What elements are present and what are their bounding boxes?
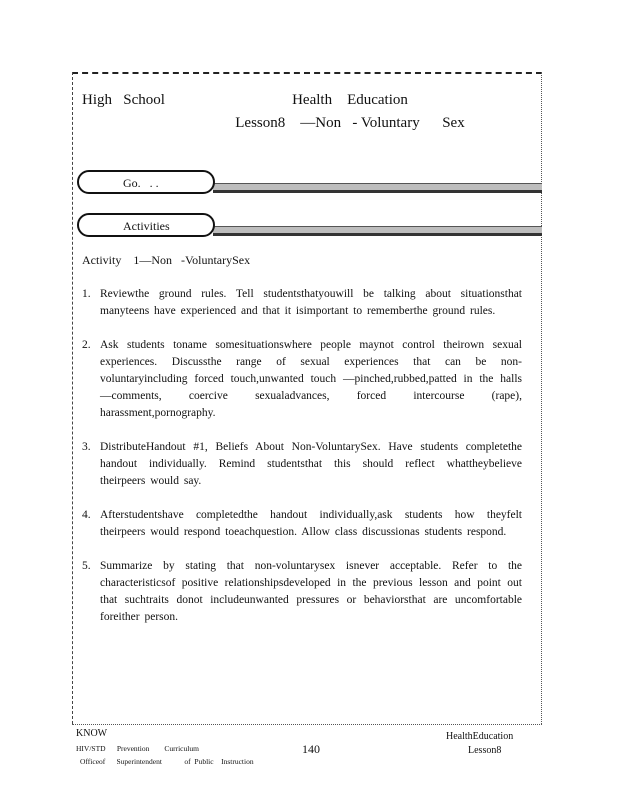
- footer-curriculum-label: HIV/STD Prevention Curriculum: [76, 744, 199, 753]
- footer-lesson-label: Lesson8: [468, 745, 502, 756]
- list-item-text: DistributeHandout #1, Beliefs About Non-VoluntarySex. Have students completethe handout individually. Remind studentsthat this should reflect whattheybelieve theirpeers would say.: [100, 441, 522, 487]
- list-item: [82, 337, 522, 422]
- go-section-label: Go. . .: [123, 176, 159, 190]
- lesson-subtitle: Lesson8 —Non - Voluntary Sex: [235, 115, 465, 131]
- footer-subject-label: HealthEducation: [446, 731, 514, 742]
- list-item: [82, 558, 522, 626]
- list-item: [82, 286, 522, 320]
- activities-section-label: Activities: [123, 219, 170, 233]
- list-item-number: 2.: [82, 339, 91, 351]
- page-number: 140: [302, 742, 320, 756]
- list-item-text: Summarize by stating that non-voluntarysex isnever acceptable. Refer to the characteristicsof positive relationshipsdeveloped in the previous lesson and point out that suchtraits donot includeunwanted pressures or behaviorsthat are uncomfortable foreither person.: [100, 560, 522, 623]
- go-section-divider: [213, 183, 542, 193]
- list-item: [82, 507, 522, 541]
- list-item-number: 3.: [82, 441, 91, 453]
- list-item-text: Ask students toname somesituationswhere people maynot control theirown sexual experiences. Discussthe range of sexual experiences that can be non-voluntaryincluding forced touch,unwanted touch —pinched,rubbed,patted in the halls —comments, coercive sexualadvances, forced intercourse (rape), harassment,pornography.: [100, 339, 522, 419]
- list-item-text: Afterstudentshave completedthe handout individually,ask students how theyfelt theirpeers would respond toeachquestion. Allow class discussionas students respond.: [100, 509, 522, 538]
- go-section-tab[interactable]: [77, 170, 215, 194]
- page-border-bottom: [72, 724, 542, 725]
- page-border-left: [72, 72, 73, 724]
- list-item-text: Reviewthe ground rules. Tell studentsthatyouwill be talking about situationsthat manyteens have experienced and that it isimportant to rememberthe ground rules.: [100, 288, 522, 317]
- page-border-right: [541, 72, 542, 724]
- footer-know-label: KNOW: [76, 728, 108, 739]
- footer-office-label: Officeof Superintendent of Public Instruction: [80, 757, 254, 766]
- page-title: Health Education: [292, 92, 408, 108]
- list-item-number: 5.: [82, 560, 91, 572]
- page-border-top: [72, 72, 542, 74]
- school-level-label: High School: [82, 92, 165, 108]
- activities-section-tab[interactable]: [77, 213, 215, 237]
- list-item: [82, 439, 522, 490]
- activity-title: Activity 1—Non -VoluntarySex: [82, 253, 251, 267]
- activity-steps-list: [82, 286, 522, 643]
- list-item-number: 1.: [82, 288, 91, 300]
- activities-section-divider: [213, 226, 542, 236]
- list-item-number: 4.: [82, 509, 91, 521]
